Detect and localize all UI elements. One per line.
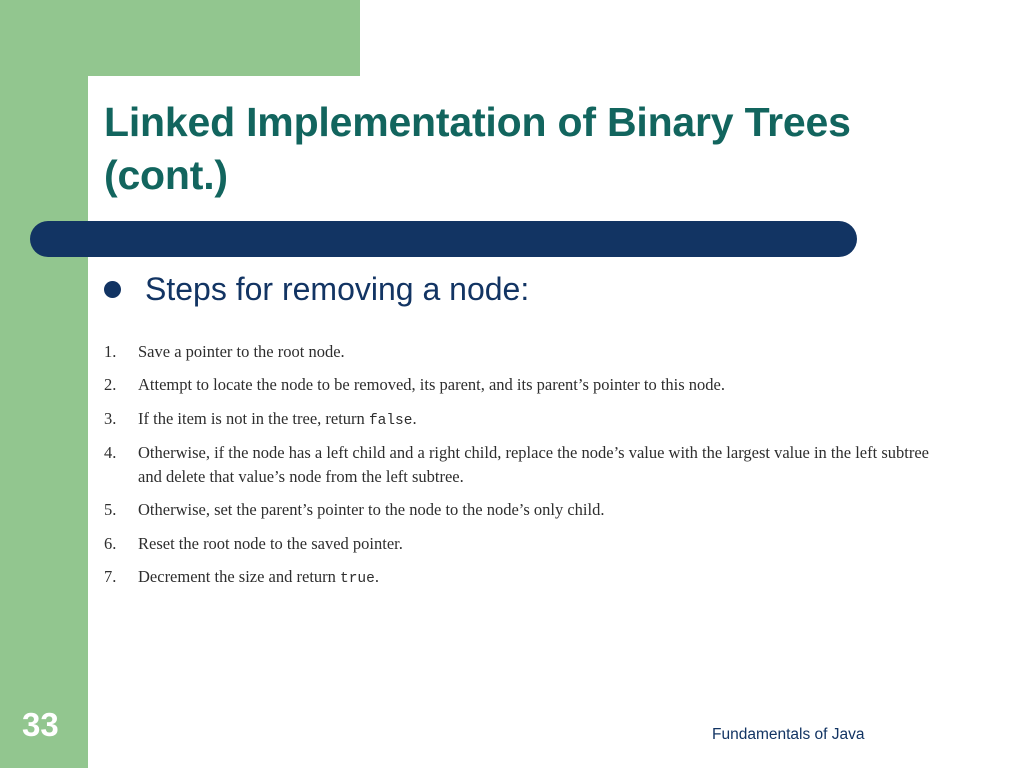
page-number: 33 <box>22 706 59 743</box>
step-text <box>138 498 604 521</box>
bullet-row <box>104 272 529 307</box>
step-item <box>104 373 944 396</box>
step-text-run: Attempt to locate the node to be removed, its parent, and its parent’s pointer to this node. <box>138 375 725 395</box>
step-text-run: . <box>412 408 417 428</box>
step-text-run: Reset the root node to the saved pointer. <box>138 533 403 553</box>
step-text <box>138 373 725 396</box>
footer-text: Fundamentals of Java <box>712 726 865 743</box>
navy-divider-bar <box>30 221 857 257</box>
slide-title: Linked Implementation of Binary Trees (cont.) <box>104 99 851 199</box>
step-text <box>138 340 345 363</box>
step-text <box>138 565 379 590</box>
step-item <box>104 532 944 555</box>
step-item <box>104 340 944 363</box>
step-text <box>138 441 944 488</box>
step-item <box>104 441 944 488</box>
step-item <box>104 407 944 432</box>
step-number: 4. <box>104 443 117 463</box>
step-text <box>138 532 403 555</box>
step-text-run: Decrement the size and return <box>138 567 341 587</box>
step-number: 5. <box>104 500 117 520</box>
step-item <box>104 565 944 590</box>
step-number: 2. <box>104 375 117 395</box>
step-number: 6. <box>104 533 117 553</box>
code-literal: true <box>340 571 375 588</box>
step-text-run: . <box>374 567 379 587</box>
step-text-run: If the item is not in the tree, return <box>138 408 369 428</box>
step-number: 7. <box>104 567 117 587</box>
code-literal: false <box>368 412 413 429</box>
step-item <box>104 498 944 521</box>
step-text-run: Save a pointer to the root node. <box>138 342 345 361</box>
bullet-text: Steps for removing a node: <box>145 271 530 307</box>
green-top-block <box>88 0 360 76</box>
step-number: 3. <box>104 408 117 428</box>
bullet-dot-icon <box>104 281 121 298</box>
step-text-run: Otherwise, if the node has a left child and a right child, replace the node’s value with the largest value in the left subtree and delete that value’s node from the left subtree. <box>138 443 929 486</box>
step-text-run: Otherwise, set the parent’s pointer to the node to the node’s only child. <box>138 500 605 520</box>
green-left-band <box>0 0 88 768</box>
steps-list <box>104 340 944 600</box>
step-number: 1. <box>104 342 117 361</box>
step-text <box>138 407 417 432</box>
